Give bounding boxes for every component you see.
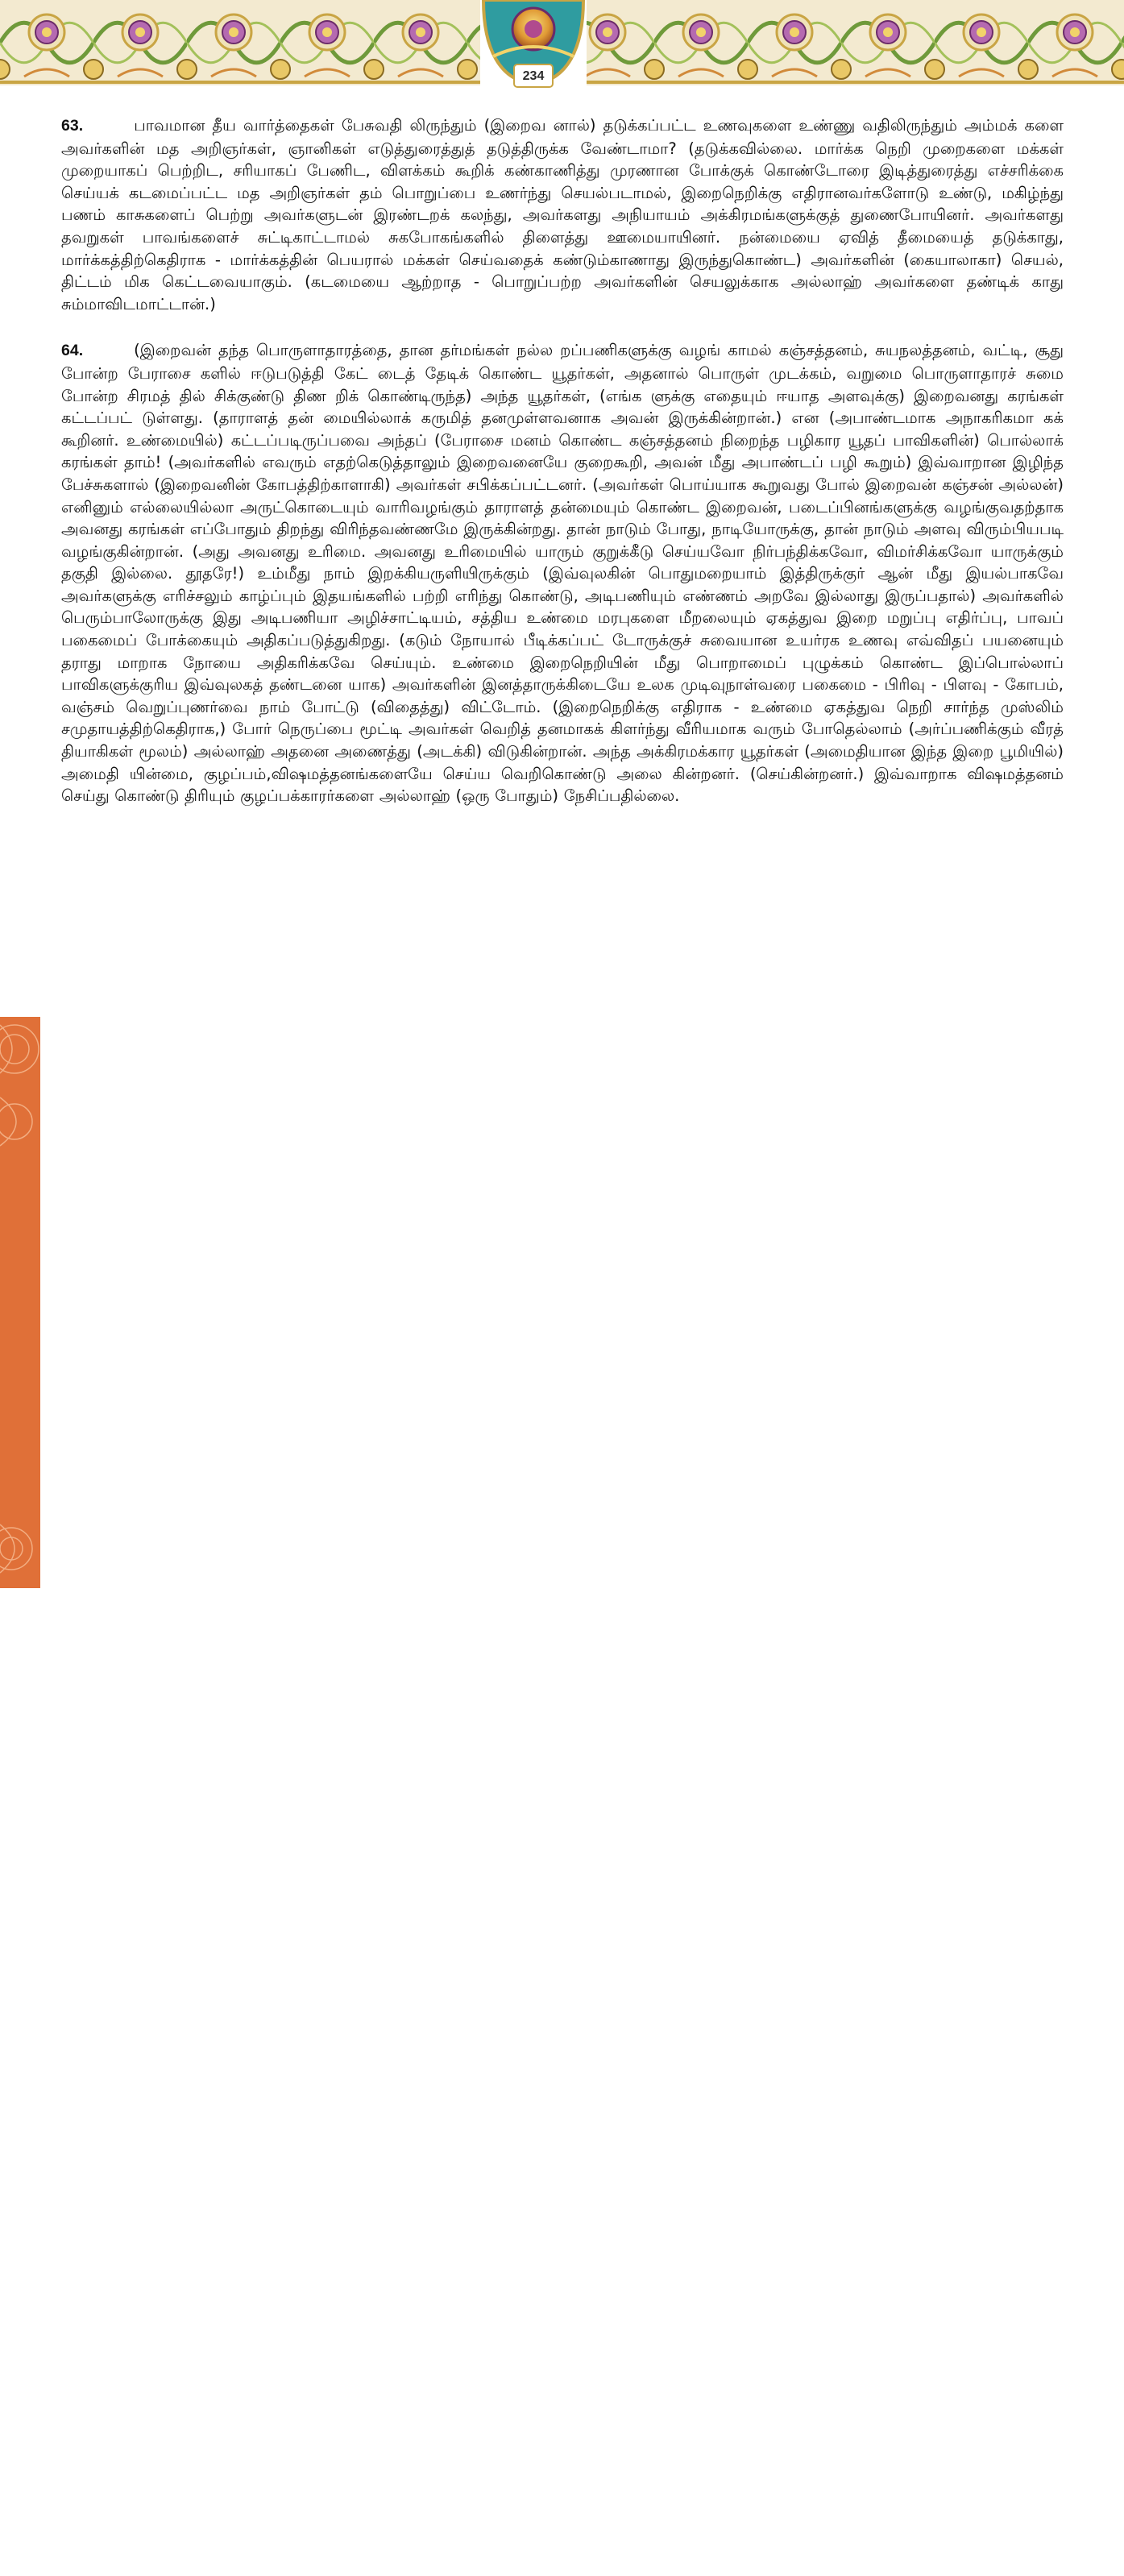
- page-content: [61, 114, 1064, 832]
- verse-text: பாவமான தீய வார்த்தைகள் பேசுவதி லிருந்தும் (இறைவ னால்) தடுக்கப்பட்ட உணவுகளை உண்ணு வதிலிருந்தும் அம்மக் களை அவர்களின் மத அறிஞர்கள், ஞானிகள் எடுத்துரைத்துத் தடுத்திருக்க வேண்டாமா? (தடுக்கவில்லை. மார்க்க நெறி முறைகளை மக்கள் முறையாகப் பெற்றிட, சரியாகப் பேணிட, விளக்கம் கூறிக் கண்காணித்து முரணான போக்குக் கொண்டோரை இடித்துரைத்து எச்சரிக்கை செய்யக் கடமைப்பட்ட மத அறிஞர்கள் தம் பொறுப்பை உணர்ந்து செயல்படாமல், இறைநெறிக்கு எதிரானவர்களோடு உண்டு, மகிழ்ந்து பணம் காசுகளைப் பெற்று அவர்களுடன் இரண்டறக் கலந்து, அவர்களது அநியாயம் அக்கிரமங்களுக்குத் துணைபோயினர். அவர்களது தவறுகள் பாவங்களைச் சுட்டிகாட்டாமல் சுகபோகங்களில் திளைத்து ஊமையாயினர். நன்மையை ஏவித் தீமையைத் தடுக்காது, மார்க்கத்திற்கெதிராக - மார்க்கத்தின் பெயரால் மக்கள் செய்வதைக் கண்டும்காணாது இருந்துகொண்ட) அவர்களின் (கையாலாகா) செயல், திட்டம் மிக கெட்டவையாகும். (கடமையை ஆற்றாத - பொறுப்பற்ற அவர்களின் செயலுக்காக அல்லாஹ் அவர்களை தண்டிக் காது சும்மாவிடமாட்டான்.): [61, 116, 1064, 313]
- floral-arabesque-border-icon: [0, 0, 1124, 95]
- chapter-label: அதிகாரம் 6 | 5 • அல் மாயிதஹ்: [25, 2393, 39, 2576]
- chapter-side-band: [0, 1017, 40, 2576]
- verse-63: [61, 114, 1064, 315]
- verse-number: 64.: [61, 342, 84, 360]
- verse-64: [61, 339, 1064, 807]
- page-number: 234: [522, 69, 545, 83]
- verse-number: 63.: [61, 117, 84, 135]
- ornamental-header-banner: [0, 0, 1124, 95]
- floral-ornament-icon: [0, 1017, 40, 1588]
- verse-text: (இறைவன் தந்த பொருளாதாரத்தை, தான தர்மங்கள் நல்ல றப்பணிகளுக்கு வழங் காமல் கஞ்சத்தனம், சுயநலத்தனம், வட்டி, சூது போன்ற பேராசை களில் ஈடுபடுத்தி கேட் டைத் தேடிக் கொண்ட யூதர்கள், அதனால் பொருள் முடக்கம், வறுமை பொருளாதாரச் சுமை போன்ற சிரமத் தில் சிக்குண்டு திண றிக் கொண்டிருந்த) அந்த யூதர்கள், (எங்க ளுக்கு எதையும் ஈயாத அளவுக்கு) இறைவனது கரங்கள் கட்டப்பட் டுள்ளது. (தாராளத் தன் மையில்லாக் கருமித் தனமுள்ளவனாக அவன் இருக்கின்றான்.) என (அபாண்டமாக அநாகரிகமா கக் கூறினர். உண்மையில்) கட்டப்படிருப்பவை அந்தப் (பேராசை மனம் கொண்ட கஞ்சத்தனம் நிறைந்த பழிகார யூதப் பாவிகளின்) பொல்லாக் கரங்கள் தாம்! (அவர்களில் எவரும் எதற்கெடுத்தாலும் இறைவனையே குறைகூறி, அவன் மீது அபாண்டப் பழி கூறும்) இவ்வாறான இழிந்த பேச்சுகளால் (இறைவனின் கோபத்திற்காளாகி) அவர்கள் சபிக்கப்பட்டனர். (அவர்கள் பொய்யாக கூறுவது போல் இறைவன் கஞ்சன் அல்லன்) எனினும் எல்லையில்லா அருட்கொடையும் வாரிவழங்கும் தாராளத் தன்மையும் கொண்ட இறைவன், படைப்பினங்களுக்கு வழங்குவதற்தாக அவனது கரங்கள் எப்போதும் திறந்து விரிந்தவண்ணமே இருக்கின்றது. தான் நாடும் போது, நாடியோருக்கு, தான் நாடும் அளவு விரும்பியபடி வழங்குகின்றான். (அது அவனது உரிமை. அவனது உரிமையில் யாரும் குறுக்கீடு செய்யவோ நிர்பந்திக்கவோ, விமர்சிக்கவோ யாருக்கும் தகுதி இல்லை. தூதரே!) உம்மீது நாம் இறக்கியருளியிருக்கும் (இவ்வுலகின் பொதுமறையாம் இத்திருக்குர் ஆன் மீது இயல்பாகவே அவர்களுக்கு எரிச்சலும் காழ்ப்பும் இதயங்களில் பற்றி எரிந்து கொண்டு, அடிபணியும் எண்ணம் அறவே இல்லாது இருப்பதால்) அவர்களில் பெரும்பாலோருக்கு இது அடிபணியா அழிச்சாட்டியம், சத்திய உண்மை மரபுகளை மீறலையும் ஏகத்துவ இறை மறுப்பு எதிர்ப்பு, பாவப் பகைமைப் போக்கையும் அதிகப்படுத்துகிறது. (கடும் நோயால் பீடிக்கப்பட் டோருக்குச் சுவையான உயர்ரக உணவு எவ்விதப் பயனையும் தராது மாறாக நோயை அதிகரிக்கவே செய்யும். உண்மை இறைநெறியின் மீது பொறாமைப் புழுக்கம் கொண்ட இப்பொல்லாப் பாவிகளுக்குரிய இவ்வுலகத் தண்டனை யாக) அவர்களின் இனத்தாருக்கிடையே உலக முடிவுநாள்வரை பகைமை - பிரிவு - பிளவு - கோபம், வஞ்சம் வெறுப்புணர்வை நாம் போட்டு (விதைத்து) விட்டோம். (இறைநெறிக்கு எதிராக - உண்மை ஏகத்துவ நெறி சார்ந்த முஸ்லிம் சமுதாயத்திற்கெதிராக,) போர் நெருப்பை மூட்டி அவர்கள் வெறித் தனமாகக் கிளர்ந்து வீரியமாக வரும் போதெல்லாம் (அர்ப்பணிக்கும் வீரத் தியாகிகள் மூலம்) அல்லாஹ் அதனை அணைத்து (அடக்கி) விடுகின்றான். அந்த அக்கிரமக்கார யூதர்கள் (அமைதியான இந்த இறை பூமியில்) அமைதி யின்மை, குழப்பம்,விஷமத்தனங்களையே செய்ய வெறிகொண்டு அலை கின்றனர். (செய்கின்றனர்.) இவ்வாறாக விஷமத்தனம் செய்து கொண்டு திரியும் குழப்பக்காரர்களை அல்லாஹ் (ஒரு போதும்) நேசிப்பதில்லை.: [61, 341, 1064, 806]
